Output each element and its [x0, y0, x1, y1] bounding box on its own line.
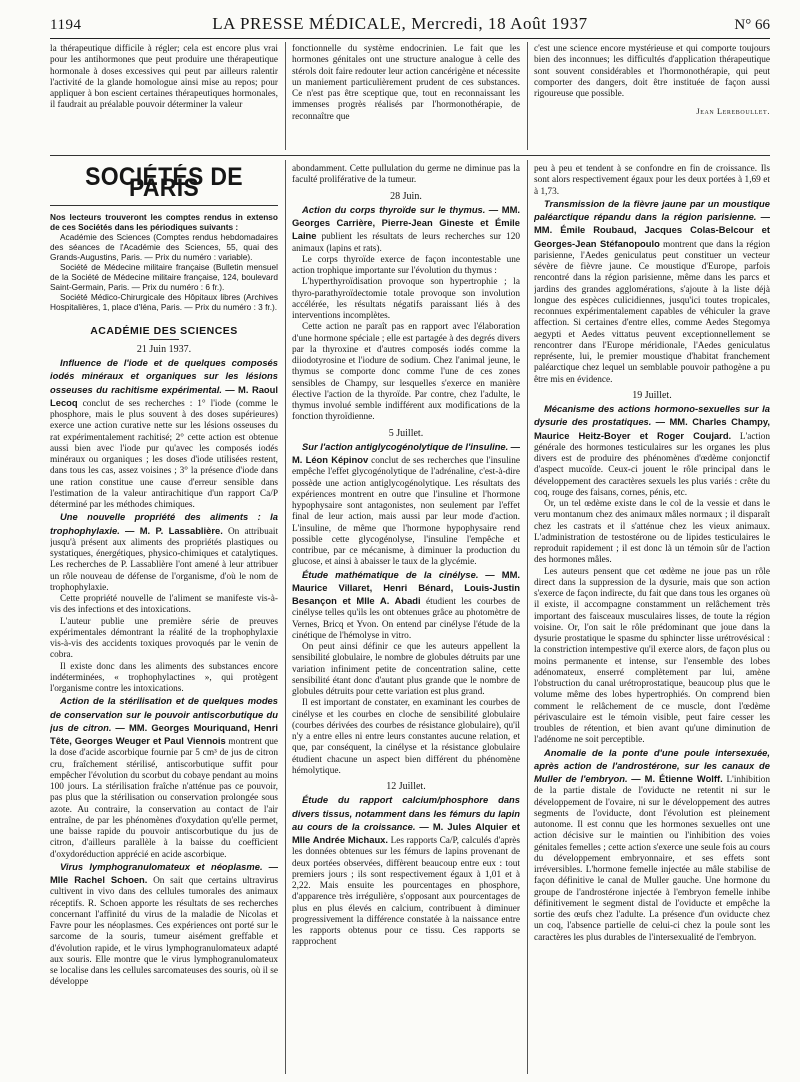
section-rule	[50, 155, 770, 156]
article-authors: — M. Étienne Wolff.	[631, 773, 723, 784]
intro-item: Société Médico-Chirurgicale des Hôpitaux libres (Archives Hospitalières, 1, place d'Iéna, Paris. — Prix du numéro : 3 fr.).	[50, 291, 278, 312]
article-title: Influence de l'iode et de quelques composés iodés minéraux et organiques sur les lésions osseuses du rachitisme expérimental.	[50, 357, 278, 395]
article-authors: — MM. Georges Carrière, Pierre-Jean Gineste et Émile Laine	[292, 203, 520, 242]
article-authors: — M. Jules Alquier et Mlle Andrée Michaux.	[292, 820, 520, 845]
paragraph: fonctionnelle du système endocrinien. Le fait que les hormones génitales ont une structure analogue à celle des stérols doit faire redouter leur action cancérigène et nécessite un maniement particulièrement prudent de ces substances. Ce n'est pas être sceptique que, tout en reconnaissant les immenses progrès réalisés par l'hormonothérapie, de reconnaître que	[292, 44, 520, 122]
article-body: étudient les courbes de cinélyse telles qu'ils les ont obtenues grâce au photomètre de Vernes, Bricq et Yvon. On entend par cinélyse l'étude de la cinétique de l'hémolyse in vitro.	[292, 597, 520, 641]
article-authors: — Mlle Rachel Schoen.	[50, 860, 278, 885]
article-body: Cette action ne paraît pas en rapport avec l'élaboration d'une hormone spéciale ; elle est partagée à des degrés divers par la thyroxine et d'autres composés iodés comme la diiodotyrosine et l'iodure de sodium. Chez l'animal jeune, le thymus se comporte donc comme l'une de ces zones sensibles de Champy, sur lesquelles s'exerce en manière élective l'action de la thyroïde. Par contre, chez l'adulte, le thymus involué semble indifférent aux modifications de la fonction thyroïdienne.	[292, 322, 520, 423]
article-authors: — M. Léon Képinov	[292, 440, 520, 465]
column-divider	[527, 42, 528, 150]
journal-title: LA PRESSE MÉDICALE, Mercredi, 18 Août 1937	[212, 14, 588, 33]
section-heading: ACADÉMIE DES SCIENCES	[90, 324, 238, 337]
article-title: Une nouvelle propriété des aliments : la trophophylaxie.	[50, 511, 278, 536]
page-number: 1194	[50, 17, 82, 33]
article-title: Virus lymphogranulomateux et néoplasme.	[60, 860, 263, 872]
article-authors: — MM. Georges Mouriquand, Henri Tête, Georges Weuger et Paul Viennois	[50, 721, 278, 746]
article-body: Les rapports Ca/P, calculés d'après les données obtenues sur les fémurs de lapins provenant de deux portées observées, diffèrent beaucoup entre eux : tout premiers jours ; ils sont respectivement égaux à 1,01 et à 2,22. Mais ensuite les pourcentages en phosphore, d'apparence très irrégulière, s'opposant aux pourcentages de plus en plus élevés en calcium, contribuent à diminuer progressivement la différence constatée à la naissance entre les rapports obtenus pour ce tissu. Ces rapports se rapprochent	[292, 836, 520, 948]
article-body: abondamment. Cette pullulation du germe ne diminue pas la faculté proliférative de la tumeur.	[292, 164, 520, 186]
session-date: 19 Juillet.	[632, 389, 672, 401]
top-column-1	[50, 44, 278, 144]
session-date: 28 Juin.	[390, 190, 422, 202]
session-date: 12 Juillet.	[386, 781, 426, 792]
article-body: montrent que la dose d'acide ascorbique fournie par 5 cm³ de jus de citron cru, fraîchement stérilisé, antiscorbutique suffit pour empêcher l'évolution du scorbut du cobaye pendant au moins 100 jours. La stérilisation fraîche n'atténue pas ce pouvoir, pas plus que la stérilisation ou conservation prolongée sous azote. Au contraire, la conservation au contact de l'air entraîne, de par les phénomènes d'oxydation qu'elle permet, une baisse rapide du pouvoir antiscorbutique du jus de citron, d'ailleurs parallèle à la baisse du coefficient d'oxydoréduction apprécié en acide ascorbique.	[50, 737, 278, 860]
article-body: publient les résultats de leurs recherches sur 120 animaux (lapins et rats).	[292, 232, 520, 254]
article-title: Action de la stérilisation et de quelques modes de conservation sur le pouvoir antiscorbutique du jus de citron.	[50, 695, 278, 733]
article-body: montrent que dans la région parisienne, l'Aedes geniculatus peut constituer un vecteur sévère de fièvre jaune. Ce moustique d'Europe, parfois rencontré dans la région parisienne, même dans les parcs et jardins des grandes agglomérations, s'ajoute à la liste déjà longue des espèces culicidiennes, jusqu'ici toutes tropicales, reconnues expérimentalement capables de véhiculer la grave affection. Si certaines d'entre elles, comme Aedes Stegomya aegypti et Aedes vittatus peuvent exceptionnellement se rencontrer dans l'Europe méridionale, l'Aedes geniculatus représente, lui, le premier moustique d'habitat franchement paléarctique chez lequel un semblable pouvoir pathogène a pu être mis en évidence.	[534, 239, 770, 385]
article-body: Il est important de constater, en examinant les courbes de cinélyse et les courbes en cloche de sensibilité globulaire (courbes dérivées des courbes de résistance globulaire), qu'il n'y a entre elles ni entre leurs constantes aucune relation, et que, par conséquent, la cinélyse et la résistance globulaire étudient chacune un aspect bien différent du phénomène hémolytique.	[292, 698, 520, 776]
article-title: Transmission de la fièvre jaune par un moustique paléarctique répandu dans la région parisienne.	[534, 197, 770, 222]
top-column-3	[534, 44, 770, 144]
article-title: Action du corps thyroïde sur le thymus.	[302, 203, 486, 215]
article-body: L'action générale des hormones testiculaires sur les organes les plus divers est de produire des phénomènes d'œdème conjonctif d'aspect mucoïde. Ceux-ci jouent le rôle principal dans le développement des caractères sexuels les plus variés : crête du coq, rouge des faisans, cornes, pénis, etc.	[534, 431, 770, 498]
article-body: conclut de ses recherches que l'insuline empêche l'effet glycogénolytique de l'adrénaline, c'est-à-dire possède une action antiglycogénolytique. Les résultats des expériences montrent en outre que l'insuline et l'hormone hypophysaire sont antagonistes, non seulement par l'effet final de leur action, mais aussi par leur mode d'action. L'insuline, de même que l'hormone hypophysaire rend possible cette glycogénolyse, l'insuline l'empêche et contribue, par ce mécanisme, à diminuer la production du glucose, et ainsi à abaisser le taux de la glycémie.	[292, 456, 520, 568]
article-body: Il existe donc dans les aliments des substances encore indéterminées, « trophophylactines », qui protègent l'organisme contre les intoxications.	[50, 661, 278, 694]
article-body: L'auteur publie une première série de preuves expérimentales démontrant la réalité de la trophophylaxie vis-à-vis des accidents toxiques provoqués par le venin de cobra.	[50, 616, 278, 661]
article-title: Sur l'action antiglycogénolytique de l'insuline.	[302, 440, 509, 452]
signature: Jean Lereboullet.	[696, 107, 770, 117]
article-body: peu à peu et tendent à se confondre en fin de croissance. Ils sont alors respectivement égaux pour les deux portées à 1,69 et à 1,73.	[534, 164, 770, 197]
article-body: Or, un tel œdème existe dans le col de la vessie et dans le veru montanum chez des animaux mâles normaux ; il disparaît chez les castrats et il s'atténue chez les vieux animaux. L'administration de testostérone ou de lipides testiculaires le reproduit rapidement ; il est donc là un témoin sûr de l'action des hormones mâles.	[534, 499, 770, 566]
journal-page	[50, 14, 770, 1074]
article-authors: — MM. Maurice Villaret, Henri Bénard, Louis-Justin Besançon et Mlle A. Abadi	[292, 568, 520, 606]
article-body: conclut de ses recherches : 1° l'iode (comme le phosphore, mais le plus souvent à des doses supérieures) exerce une action curative nette sur les lésions osseuses du rat expérimentalement rachitisé; 2° cette action est obtenue aussi bien avec l'iode pur qu'avec les composés iodés minéraux ou organiques ; les doses d'iode utilisées restent, dans tous les cas, assez voisines ; 3° la présence d'iode dans une ration constitue une cause d'erreur sensible dans l'estimation de la valeur antirachitique d'un rapport Ca/P déterminé par les méthodes chimiques.	[50, 398, 278, 510]
header-rule	[50, 38, 770, 39]
article-title: Étude mathématique de la cinélyse.	[302, 568, 479, 580]
article-title: Étude du rapport calcium/phosphore dans divers tissus, notamment dans les fémurs du lapin au cours de la croissance.	[292, 794, 520, 832]
main-column-3	[534, 164, 770, 1074]
article-title: Anomalie de la ponte d'une poule intersexuée, après action de l'androstérone, sur les canaux de Muller de l'embryon.	[534, 746, 770, 784]
article-body: Le corps thyroïde exerce de façon incontestable une action trophique importante sur l'évolution du thymus :	[292, 254, 520, 276]
intro-block	[50, 212, 278, 312]
article-body: L'hyperthyroïdisation provoque son hypertrophie ; la thyro-parathyroïdectomie totale provoque son involution accélérée, les résultats négatifs paraissant liés à des interventions incomplètes.	[292, 277, 520, 321]
top-column-2	[292, 44, 520, 144]
session-date: 21 Juin 1937.	[136, 343, 192, 355]
main-column-1	[50, 164, 278, 1074]
article-authors: — MM. Charles Champy, Maurice Heitz-Boyer et Roger Coujard.	[534, 416, 770, 441]
article-body: On sait que certains ultravirus cultivent in vivo dans des cellules tumorales des animaux réceptifs. R. Schoen apporte les résultats de ses recherches concernant l'affinité du virus de la maladie de Nicolas et Favre pour les néoplasmes. Ces expériences ont porté sur le sarcome de la souris, tumeur aisément greffable et d'évolution rapide, et le virus lymphogranulomateux adapté aux souris. Elle montre que le virus lymphogranulomateux se localise dans les cellules sarcomateuses des souris, où il se développe	[50, 876, 278, 988]
intro-item: Académie des Sciences (Comptes rendus hebdomadaires des séances de l'Académie des Sciences, 55, quai des Grands-Augustins, Paris. — Prix du numéro : variable).	[50, 231, 278, 262]
page-section-title: SOCIÉTÉS DE PARIS	[85, 164, 243, 203]
column-divider	[285, 160, 286, 1074]
title-rule	[50, 205, 278, 206]
article-title: Mécanisme des actions hormono-sexuelles sur la dysurie des prostatiques.	[534, 403, 770, 428]
paragraph: c'est une science encore mystérieuse et qui comporte toujours bien des inconnues; les difficultés d'application thérapeutique sont souvent considérables et l'hormonothérapie, qui peut comporter des dangers, doit être instituée de façon aussi rigoureuse que possible.	[534, 44, 770, 99]
main-column-2	[292, 164, 520, 1074]
article-body: On attribuait jusqu'à présent aux aliments des propriétés plastiques ou systatiques, énergétiques, physico-chimiques et catalytiques. Les recherches de P. Lassablière l'ont amené à leur attribuer un rôle nouveau de défense de l'organisme, d'où le nom de trophophylaxie.	[50, 526, 278, 593]
article-body: L'inhibition de la partie distale de l'oviducte ne retentit ni sur le développement de l'ovaire, ni sur le développement des autres segments de l'oviducte, dont l'évolution est pleinement autonome. Il est connu que les hormones sexuelles ont une action décisive sur le maintien ou l'inhibition des voies génitales femelles ; cette action s'exerce une seule fois au cours du développement embryonnaire, et ses effets sont irréversibles. L'hormone femelle injectée au mâle stabilise de façon définitive le canal de Muller gauche. Une hormone du groupe de l'androstérone injectée à l'embryon femelle inhibe définitivement le segment distal de l'oviducte et empêche la sortie des œufs chez l'adulte. La présence d'un oviducte chez un coq, l'absence partielle de celui-ci chez la poule sont les caractères les plus durables de l'intersexualité de l'embryon.	[534, 775, 770, 943]
paragraph: la thérapeutique difficile à régler; cela est encore plus vrai pour les antihormones que peut produire une thérapeutique hormonale à doses excessives qui peut par ailleurs ralentir l'activité de la glande homologue ainsi mise au repos; pour appliquer à bon escient certaines thérapeutiques hormonales, il faudrait au préalable pouvoir déterminer la valeur	[50, 44, 278, 111]
intro-item: Société de Médecine militaire française (Bulletin mensuel de la Société de Médecine militaire française, 124, boulevard Saint-Germain, Paris. — Prix du numéro : 6 fr.).	[50, 261, 278, 292]
heading-rule	[149, 339, 179, 340]
article-body: Les auteurs pensent que cet œdème ne joue pas un rôle direct dans la suppression de la dysurie, mais que son action s'exerce de façon indirecte, du fait que dans tous les organes où il existe, il accompagne constamment un relâchement très important des faisceaux musculaires lisses, de toute la région voisine. Or, l'on sait le rôle prédominant que joue dans la dysurie prostatique le spasme du sphincter lisse urétrovésical : la constriction intempestive qu'il exerce alors, de façon plus ou moins permanente et intense, sur l'ensemble des lobes adénomateux, enserré complètement par lui, amène l'obstruction du canal urétroprostatique, beaucoup plus que le volume même des lobes hypertrophiés. On comprend bien comment le relâchement de ce muscle, dont l'œdème périvasculaire est le témoin visible, peut faire cesser les troubles de rétention, et bien avant qu'une diminution de l'adénome ne soit perceptible.	[534, 566, 770, 746]
article-authors: — M. Raoul Lecoq	[50, 383, 278, 408]
article-authors: — M. P. Lassablière.	[124, 524, 223, 536]
intro-lead: Nos lecteurs trouveront les comptes rendus in extenso de ces Sociétés dans les périodiques suivants :	[50, 211, 278, 232]
issue-number: N° 66	[734, 17, 770, 33]
article-body: Cette propriété nouvelle de l'aliment se manifeste vis-à-vis des infections et des intoxications.	[50, 594, 278, 616]
column-divider	[285, 42, 286, 150]
column-divider	[527, 160, 528, 1074]
article-body: On peut ainsi définir ce que les auteurs appellent la sensibilité globulaire, le nombre de globules détruits par une variation infiniment petite de concentration saline, cette sensibilité étant donc d'autant plus grande que le nombre de globules détruits pour cette variation est plus grand.	[292, 642, 520, 697]
session-date: 5 Juillet.	[388, 427, 424, 439]
running-header	[50, 14, 770, 36]
article-authors: — MM. Émile Roubaud, Jacques Colas-Belcour et Georges-Jean Stéfanopoulo	[534, 211, 770, 249]
